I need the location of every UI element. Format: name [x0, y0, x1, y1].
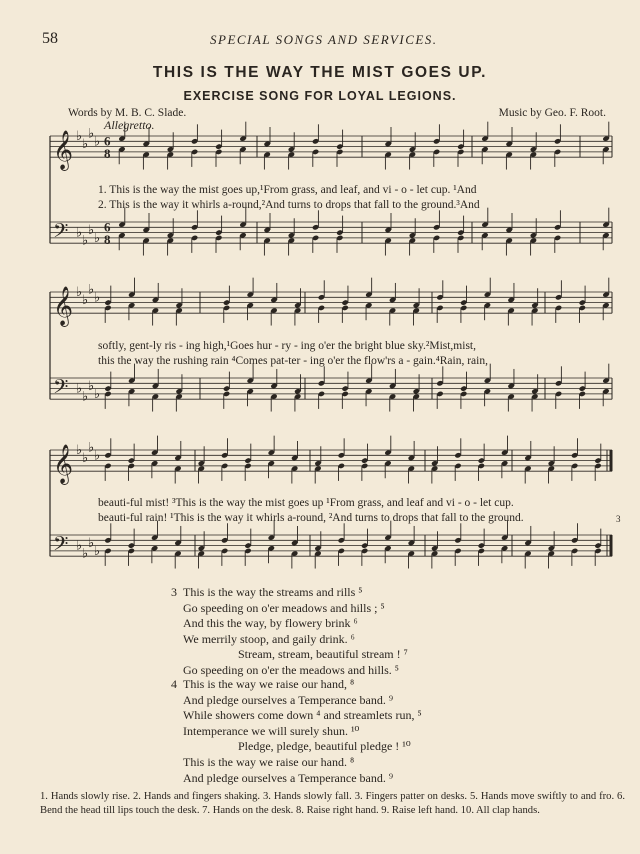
time-signature-top: 6 [104, 219, 111, 235]
stanza-line: Pledge, pledge, beautiful pledge ! ¹⁰ [238, 739, 411, 754]
song-subtitle: EXERCISE SONG FOR LOYAL LEGIONS. [183, 89, 457, 103]
stanza-line: And pledge ourselves a Temperance band. ⁹ [183, 770, 394, 785]
stanza-number: 4 [171, 677, 177, 691]
lyric-line-s3-v1: beauti-ful mist! ³This is the way the mist goes up ¹From grass, and leaf and vi - o - let cup. [98, 497, 514, 509]
flat-sign-icon: ♭ [94, 290, 101, 306]
flat-sign-icon: ♭ [94, 134, 101, 150]
gesture-mark: 3 [616, 514, 621, 524]
stanza-line: While showers come down ⁴ and streamlets run, ⁵ [183, 708, 422, 723]
treble-clef-icon: 𝄞 [53, 286, 74, 327]
flat-sign-icon: ♭ [88, 222, 95, 238]
flat-sign-icon: ♭ [88, 535, 95, 551]
flat-sign-icon: ♭ [76, 443, 83, 458]
flat-sign-icon: ♭ [88, 440, 95, 456]
treble-clef-icon: 𝄞 [53, 444, 74, 485]
flat-sign-icon: ♭ [94, 386, 101, 402]
stanza-line: And this the way, by flowery brink ⁶ [183, 616, 358, 631]
lyric-line-s3-v2: beauti-ful rain! ¹This is the way it whirls a-round, ²And turns to drops that fall to the ground. [98, 512, 524, 524]
stanza-line: This is the way we raise our hand, ⁸ [183, 677, 355, 691]
bass-clef-icon: 𝄢 [53, 219, 69, 248]
stanza-line: This is the way the streams and rills ⁵ [183, 585, 363, 599]
gesture-footnote: 1. Hands slowly rise. 2. Hands and fingers shaking. 3. Hands slowly fall. 3. Fingers patter on desks. 5. Hands move swiftly to and fro. 6. Bend the head till lips touch the desk. 7. Hands on the desk. 8. Raise right hand. 9. Raise left hand. 10. All clap hands. [40, 791, 625, 816]
lyric-line-s2-v2: this the way the rushing rain ⁴Comes pat-ter - ing o'er the flow'rs a - gain.⁴Rain, rain, [98, 355, 488, 367]
song-title: THIS IS THE WAY THE MIST GOES UP. [152, 64, 488, 81]
flat-sign-icon: ♭ [94, 448, 101, 464]
lyric-line-s1-v1: 1. This is the way the mist goes up,¹From grass, and leaf, and vi - o - let cup. ¹And [98, 184, 477, 196]
music-credit: Music by Geo. F. Root. [498, 107, 606, 119]
stanza-line: This is the way we raise our hand. ⁸ [183, 754, 355, 769]
flat-sign-icon: ♭ [76, 225, 83, 241]
stanza-line: Go speeding on o'er the meadows and hills. ⁵ [183, 662, 399, 677]
flat-sign-icon: ♭ [94, 230, 101, 246]
flat-sign-icon: ♭ [88, 378, 95, 394]
flat-sign-icon: ♭ [76, 285, 83, 300]
running-head: SPECIAL SONGS AND SERVICES. [210, 32, 438, 47]
flat-sign-icon: ♭ [82, 546, 89, 562]
stanza-number: 3 [171, 585, 177, 599]
time-signature-bottom: 8 [104, 146, 111, 162]
bass-clef-icon: 𝄢 [53, 532, 69, 561]
tempo-marking: Allegretto. [104, 118, 155, 132]
flat-sign-icon: ♭ [76, 129, 83, 144]
stanza-line: Go speeding on o'er meadows and hills ; ⁵ [183, 600, 385, 615]
flat-sign-icon: ♭ [82, 233, 89, 249]
final-barline-thick [610, 450, 613, 471]
stanza-line: Intemperance we will surely shun. ¹⁰ [183, 723, 360, 738]
page-number: 58 [42, 30, 58, 47]
flat-sign-icon: ♭ [82, 450, 89, 466]
flat-sign-icon: ♭ [88, 282, 95, 298]
stanza-line: And pledge ourselves a Temperance band. ⁹ [183, 692, 394, 707]
flat-sign-icon: ♭ [82, 389, 89, 405]
stanza-line: Stream, stream, beautiful stream ! ⁷ [238, 647, 408, 662]
flat-sign-icon: ♭ [76, 381, 83, 397]
flat-sign-icon: ♭ [76, 538, 83, 554]
time-signature-bottom: 8 [104, 232, 111, 248]
lyric-line-s1-v2: 2. This is the way it whirls a-round,²And turns to drops that fall to the ground.³And [98, 199, 480, 211]
final-barline-thick [610, 535, 613, 556]
words-credit: Words by M. B. C. Slade. [68, 107, 187, 119]
stanza-line: We merrily stoop, and gaily drink. ⁶ [183, 631, 355, 646]
bass-clef-icon: 𝄢 [53, 375, 69, 404]
time-signature-top: 6 [104, 133, 111, 149]
lyric-line-s2-v1: softly, gent-ly ris - ing high,¹Goes hur - ry - ing o'er the bright blue sky.²Mist,mist, [98, 340, 476, 352]
flat-sign-icon: ♭ [82, 136, 89, 152]
flat-sign-icon: ♭ [94, 543, 101, 559]
stanza-4 [171, 677, 422, 786]
treble-clef-icon: 𝄞 [53, 130, 74, 171]
stanza-3 [171, 585, 408, 679]
flat-sign-icon: ♭ [88, 126, 95, 142]
flat-sign-icon: ♭ [82, 292, 89, 308]
